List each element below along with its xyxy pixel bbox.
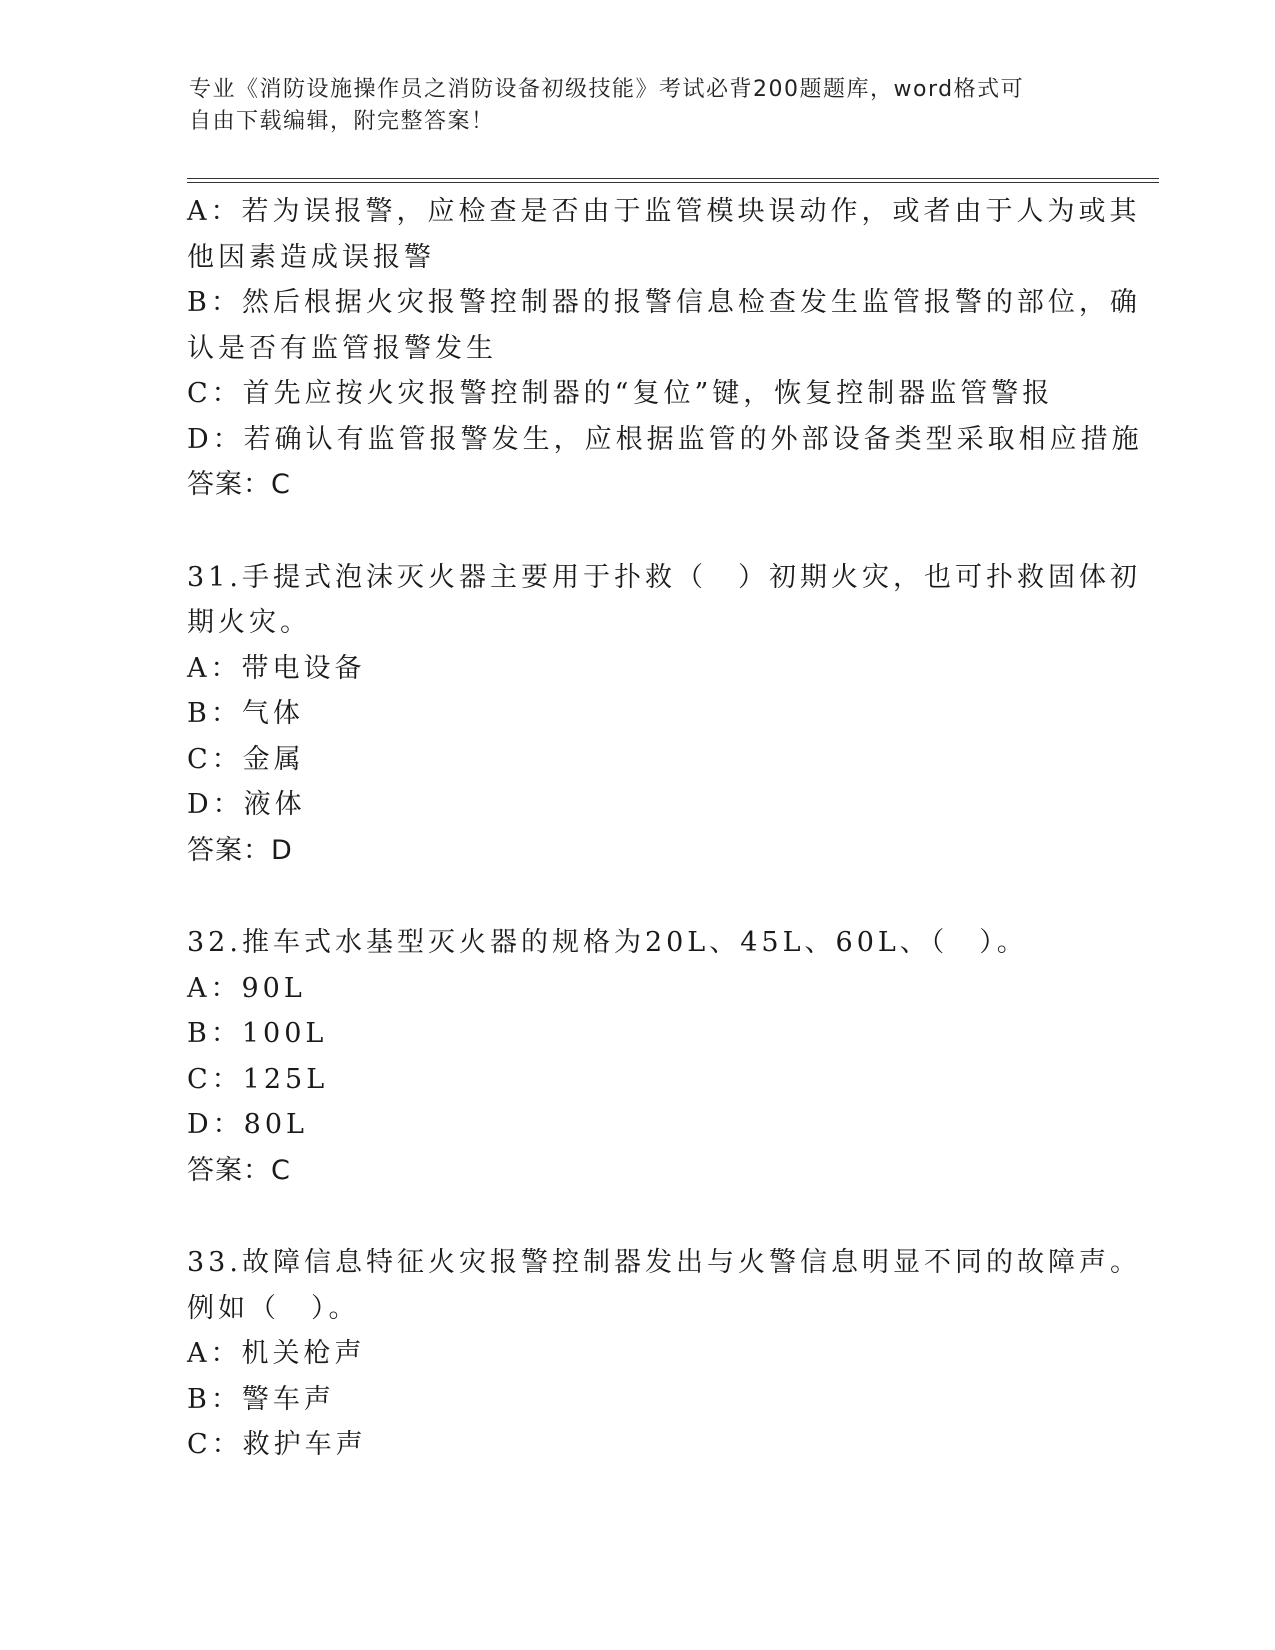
question-block-31 [187,555,1141,874]
option-b: B：气体 [187,698,304,729]
option-a: A：90L [187,972,306,1004]
option-a-line-2: 他因素造成误报警 [187,241,435,273]
spacer [187,508,1087,555]
option-b: B：100L [187,1018,328,1049]
question-block-32 [187,920,1087,1193]
option-d: D：液体 [187,789,306,820]
option-d: D：若确认有监管报警发生，应根据监管的外部设备类型采取相应措施 [187,423,1143,455]
option-b: B：警车声 [187,1383,335,1415]
header-line-2: 自由下载编辑，附完整答案！ [189,109,495,134]
option-b-line-1: B：然后根据火灾报警控制器的报警信息检查发生监管报警的部位，确 [187,287,1141,318]
option-c: C：救护车声 [187,1429,367,1460]
option-c: C：金属 [187,743,305,775]
question-text: 32.推车式水基型灭火器的规格为20L、45L、60L、（ ）。 [187,927,1028,958]
option-b-line-2: 认是否有监管报警发生 [187,332,497,364]
option-a: A：机关枪声 [187,1338,366,1369]
question-block-30 [187,189,1143,508]
option-a-line-1: A：若为误报警，应检查是否由于监管模块误动作，或者由于人为或其 [187,196,1141,227]
option-a: A：带电设备 [187,652,366,684]
question-block-33 [187,1240,1141,1468]
header-line-1: 专业《消防设施操作员之消防设备初级技能》考试必背200题题库，word格式可 [189,77,1025,102]
answer: 答案：D [187,834,293,866]
question-text-line-2: 期火灾。 [187,607,311,638]
question-text-line-1: 33.故障信息特征火灾报警控制器发出与火警信息明显不同的故障声。 [187,1247,1141,1278]
option-c: C：125L [187,1063,329,1095]
question-text-line-1: 31.手提式泡沫灭火器主要用于扑救（ ）初期火灾，也可扑救固体初 [187,561,1141,593]
document-header [189,74,1069,138]
answer: 答案：C [187,469,291,500]
question-content [187,189,1143,1468]
answer: 答案：C [187,1154,291,1186]
spacer [187,1193,1087,1240]
option-c: C：首先应按火灾报警控制器的“复位”键，恢复控制器监管警报 [187,378,1054,409]
option-d: D：80L [187,1109,308,1140]
header-divider-top [187,178,1159,179]
question-text-line-2: 例如（ ）。 [187,1292,360,1324]
spacer [187,873,1087,920]
header-divider-bottom [187,182,1159,183]
